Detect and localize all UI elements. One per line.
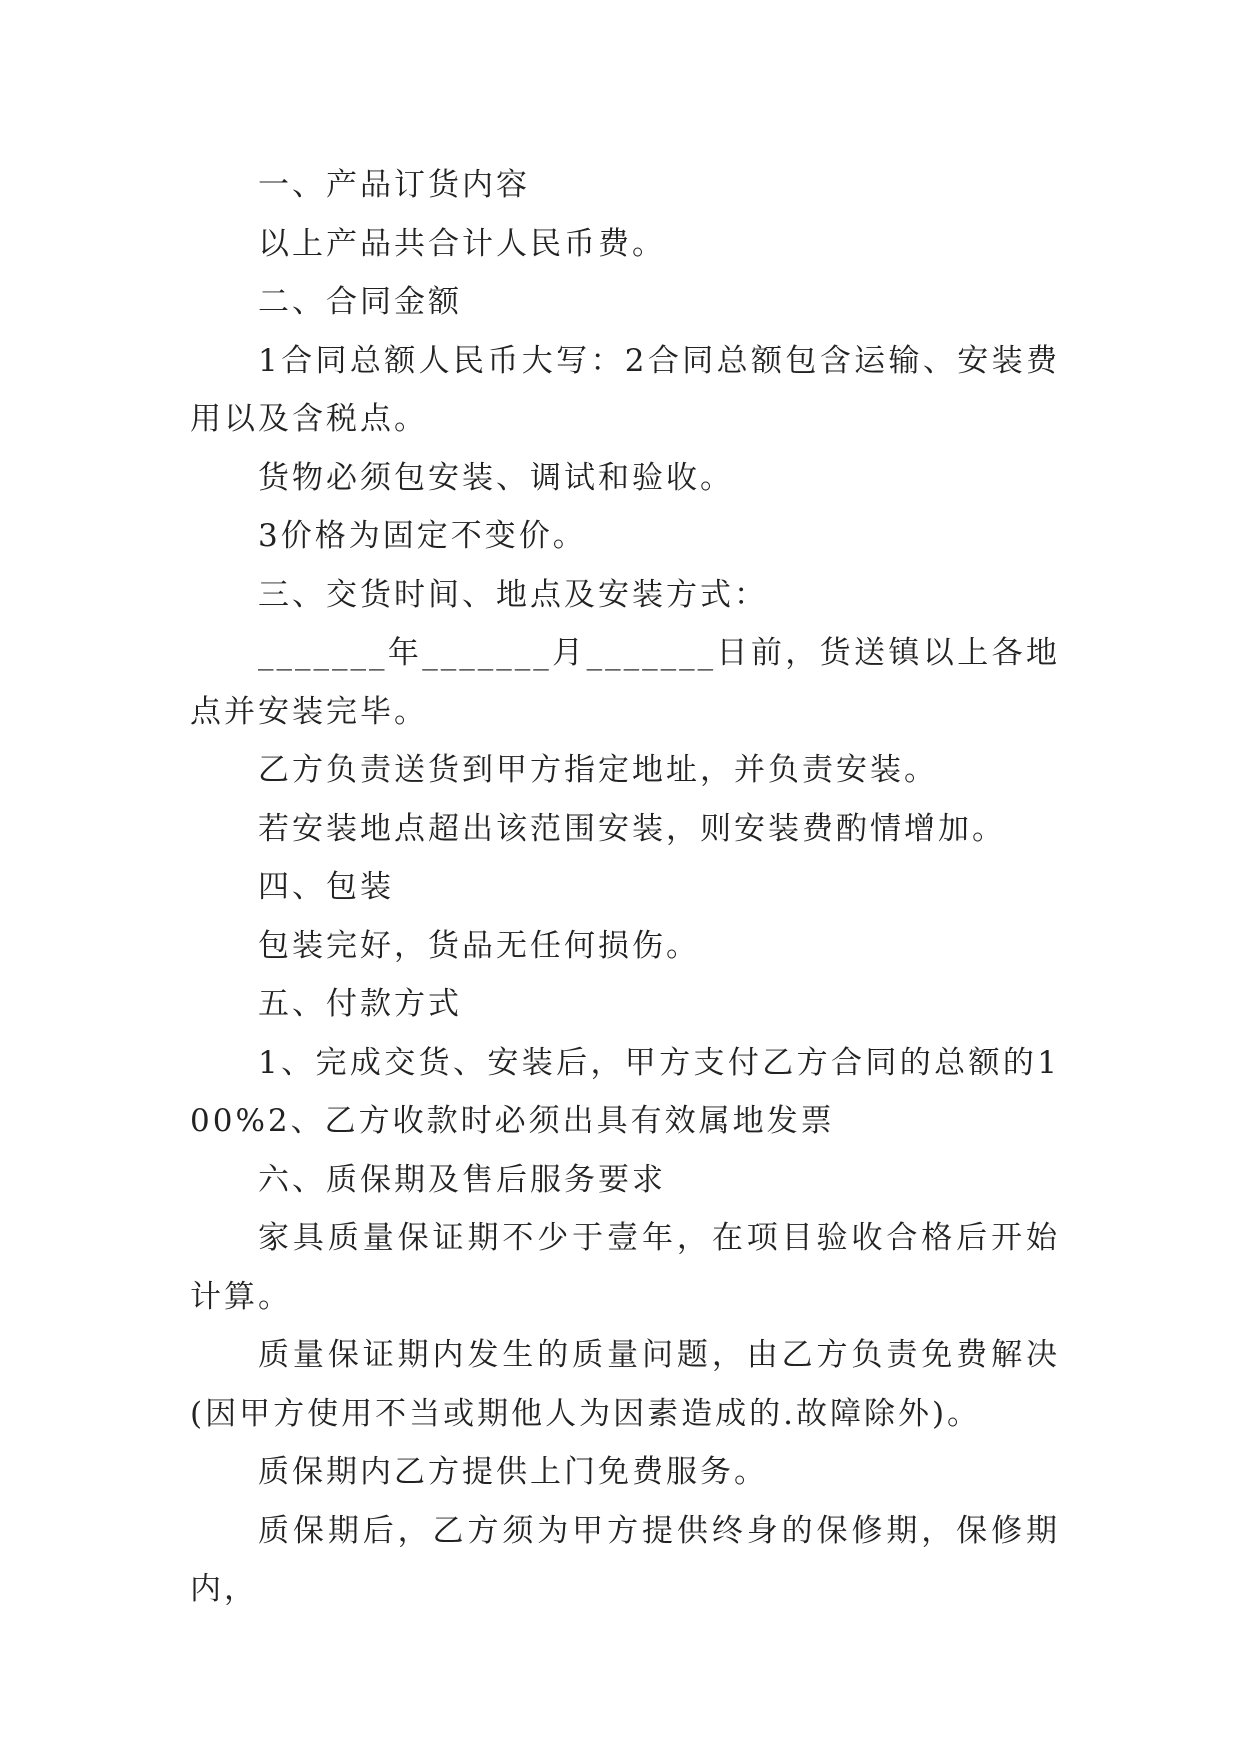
- section-heading-delivery: 三、交货时间、地点及安装方式：: [258, 576, 768, 613]
- paragraph-packaging: 包装完好，货品无任何损伤。: [258, 927, 700, 964]
- paragraph-delivery-responsibility: 乙方负责送货到甲方指定地址，并负责安装。: [258, 752, 938, 788]
- section-heading-packaging: 四、包装: [258, 869, 394, 905]
- section-heading-contract-amount: 二、合同金额: [258, 284, 462, 320]
- section-heading-order-content: 一、产品订货内容: [258, 167, 530, 203]
- paragraph-extra-installation-fee: 若安装地点超出该范围安装，则安装费酌情增加。: [258, 810, 1006, 847]
- section-heading-warranty: 六、质保期及售后服务要求: [258, 1161, 666, 1198]
- section-heading-payment: 五、付款方式: [258, 986, 462, 1022]
- paragraph-fixed-price: 3价格为固定不变价。: [258, 518, 587, 554]
- paragraph-onsite-service: 质保期内乙方提供上门免费服务。: [258, 1454, 768, 1490]
- paragraph-warranty-period: 家具质量保证期不少于壹年，在项目验收合格后开始计算。: [190, 1220, 1060, 1315]
- paragraph-contract-amount: 1合同总额人民币大写：2合同总额包含运输、安装费用以及含税点。: [190, 342, 1060, 437]
- document-body: [190, 156, 1060, 1619]
- paragraph-installation-required: 货物必须包安装、调试和验收。: [258, 459, 734, 496]
- paragraph-lifetime-repair: 质保期后，乙方须为甲方提供终身的保修期，保修期内，: [190, 1512, 1060, 1607]
- paragraph-delivery-date: _______年_______月_______日前，货送镇以上各地点并安装完毕。: [190, 635, 1060, 730]
- paragraph-payment-terms: 1、完成交货、安装后，甲方支付乙方合同的总额的100%2、乙方收款时必须出具有效属地发票: [190, 1044, 1060, 1139]
- paragraph-warranty-issues: 质量保证期内发生的质量问题，由乙方负责免费解决(因甲方使用不当或期他人为因素造成的.故障除外)。: [190, 1337, 1060, 1432]
- paragraph-total-price: 以上产品共合计人民币费。: [258, 225, 666, 262]
